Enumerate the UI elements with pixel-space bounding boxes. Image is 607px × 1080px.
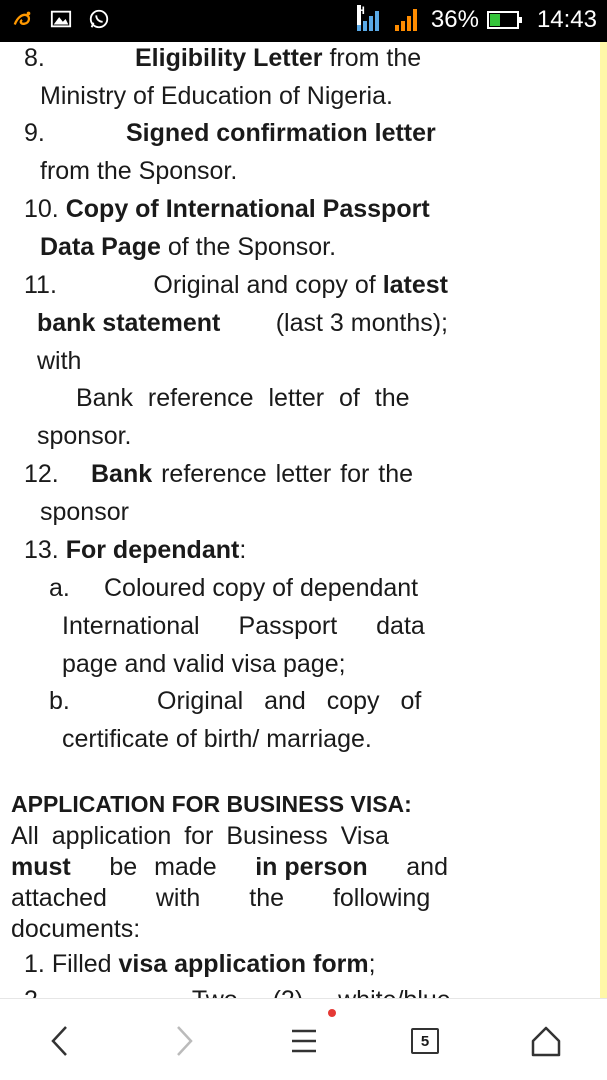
list-item-continuation: with: [37, 347, 82, 375]
clock: 14:43: [536, 6, 597, 33]
tab-count: 5: [411, 1028, 439, 1054]
section-text: documents:: [11, 915, 141, 943]
list-item-continuation: sponsor: [40, 498, 129, 526]
item-number: 8.: [24, 44, 45, 72]
home-icon: [529, 1025, 563, 1057]
sub-list-item-continuation: page and valid visa page;: [62, 650, 346, 678]
tabs-button[interactable]: [405, 1021, 445, 1061]
list-item-continuation: Ministry of Education of Nigeria.: [40, 82, 393, 110]
gallery-icon: [50, 8, 72, 30]
item-bold-text: bank statement: [37, 309, 221, 337]
item-text: from the: [329, 44, 422, 72]
signal-h-icon: [355, 7, 385, 33]
item-bold-text: Copy of International Passport: [65, 195, 430, 223]
section-text: must be made in person and: [11, 853, 448, 881]
section-text: attached with the following: [11, 884, 431, 912]
item-number: 9.: [24, 119, 45, 147]
list-item-continuation: [40, 228, 336, 266]
item-bold-text: Signed confirmation letter: [126, 119, 436, 147]
chevron-left-icon: [48, 1024, 72, 1058]
whatsapp-icon: [88, 8, 110, 30]
battery-icon: [487, 11, 519, 29]
section-heading: APPLICATION FOR BUSINESS VISA:: [11, 791, 412, 817]
browser-nav-bar: [0, 998, 607, 1080]
list-item: 1. Filled visa application form;: [24, 950, 376, 978]
item-bold-text: latest: [382, 271, 448, 299]
status-bar: [0, 0, 607, 42]
section-text: All application for Business Visa: [11, 822, 389, 850]
page-edge-strip: [600, 42, 607, 998]
item-text: (last 3 months);: [275, 309, 448, 337]
item-bold-text: For dependant: [65, 536, 240, 564]
sub-item-text: Original and copy of: [157, 687, 422, 715]
sub-list-item-continuation: International Passport data: [62, 612, 425, 640]
menu-button[interactable]: [284, 1021, 324, 1061]
sub-list-item-continuation: certificate of birth/ marriage.: [62, 725, 372, 753]
item-number: 10.: [24, 195, 59, 223]
sub-item-text: Coloured copy of dependant: [104, 574, 419, 602]
sub-list-item: [49, 682, 448, 720]
sub-list-item: [49, 569, 448, 607]
list-item-continuation: [37, 304, 448, 342]
list-item-continuation: sponsor.: [37, 422, 132, 450]
chevron-right-icon: [172, 1024, 196, 1058]
list-item: [24, 455, 448, 493]
list-item-continuation: Bank reference letter of the: [76, 384, 410, 412]
list-item: 13. For dependant:: [24, 536, 247, 564]
list-item: [24, 39, 448, 77]
item-bold-text: Data Page: [40, 233, 161, 261]
battery-percent: 36%: [430, 6, 479, 33]
item-number: 13.: [24, 536, 59, 564]
item-text: Original and copy of: [153, 271, 376, 299]
signal-bars-icon: [393, 7, 423, 33]
item-number: 12.: [24, 460, 59, 488]
notification-dot: [328, 1009, 336, 1017]
list-item: [24, 114, 448, 152]
uc-browser-icon: [12, 8, 34, 30]
item-bold-text: Bank: [91, 460, 153, 488]
item-bold-text: Eligibility Letter: [135, 44, 323, 72]
forward-button[interactable]: [164, 1021, 204, 1061]
sub-item-letter: a.: [49, 574, 70, 602]
list-item: [24, 190, 430, 228]
item-number: 11.: [24, 271, 57, 299]
sub-item-letter: b.: [49, 687, 70, 715]
item-text: of the Sponsor.: [167, 233, 337, 261]
home-button[interactable]: [526, 1021, 566, 1061]
list-item: [24, 266, 448, 304]
list-item-continuation: from the Sponsor.: [40, 157, 238, 185]
page-content: [0, 42, 600, 998]
item-text: reference letter for the: [161, 460, 414, 488]
menu-icon: [290, 1026, 318, 1056]
back-button[interactable]: [40, 1021, 80, 1061]
network-type: H: [357, 5, 361, 31]
